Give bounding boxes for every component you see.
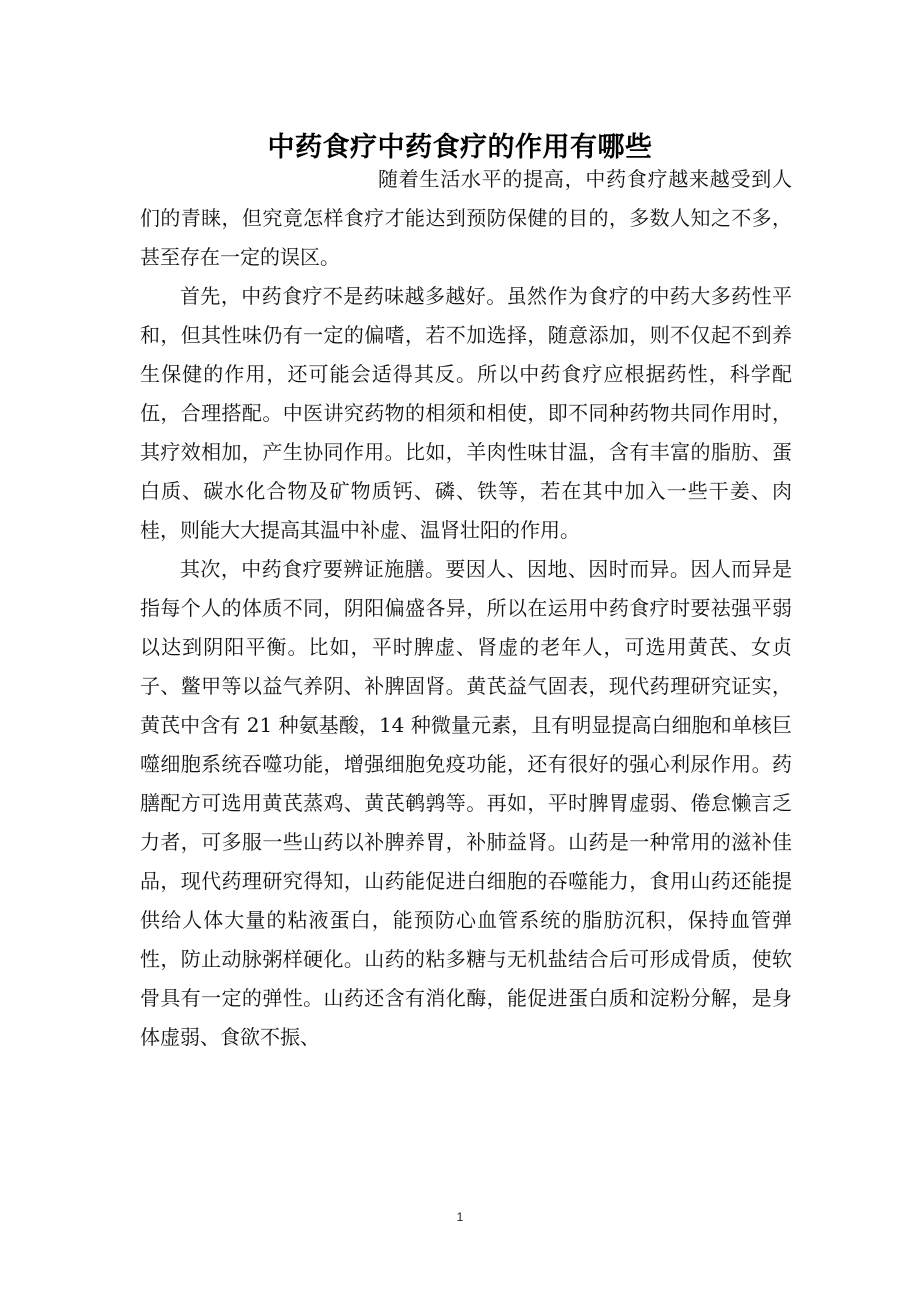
page-number: 1 [456, 1210, 464, 1224]
paragraph-intro: 随着生活水平的提高，中药食疗越来越受到人们的青睐，但究竟怎样食疗才能达到预防保健的目的，多数人知之不多，甚至存在一定的误区。 [140, 167, 792, 269]
document-title: 中药食疗中药食疗的作用有哪些 [267, 132, 653, 164]
paragraph-first-point: 首先，中药食疗不是药味越多越好。虽然作为食疗的中药大多药性平和，但其性味仍有一定的偏嗜，若不加选择，随意添加，则不仅起不到养生保健的作用，还可能会适得其反。所以中药食疗应根据药性，科学配伍，合理搭配。中医讲究药物的相须和相使，即不同种药物共同作用时，其疗效相加，产生协同作用。比如，羊肉性味甘温，含有丰富的脂肪、蛋白质、碳水化合物及矿物质钙、磷、铁等，若在其中加入一些干姜、肉桂，则能大大提高其温中补虚、温肾壮阳的作用。 [140, 284, 792, 542]
paragraph-second-point: 其次，中药食疗要辨证施膳。要因人、因地、因时而异。因人而异是指每个人的体质不同，阴阳偏盛各异，所以在运用中药食疗时要祛强平弱以达到阴阳平衡。比如，平时脾虚、肾虚的老年人，可选用黄芪、女贞子、鳖甲等以益气养阴、补脾固肾。黄芪益气固表，现代药理研究证实，黄芪中含有 21 种氨基酸，14 种微量元素，且有明显提高白细胞和单核巨噬细胞系统吞噬功能，增强细胞免疫功能，还有很好的强心利尿作用。药膳配方可选用黄芪蒸鸡、黄芪鹌鹑等。再如，平时脾胃虚弱、倦怠懒言乏力者，可多服一些山药以补脾养胃，补肺益肾。山药是一种常用的滋补佳品，现代药理研究得知，山药能促进白细胞的吞噬能力，食用山药还能提供给人体大量的粘液蛋白，能预防心血管系统的脂肪沉积，保持血管弹性，防止动脉粥样硬化。山药的粘多糖与无机盐结合后可形成骨质，使软骨具有一定的弹性。山药还含有消化酶，能促进蛋白质和淀粉分解，是身体虚弱、食欲不振、 [140, 557, 792, 1049]
document-body [140, 160, 792, 1057]
